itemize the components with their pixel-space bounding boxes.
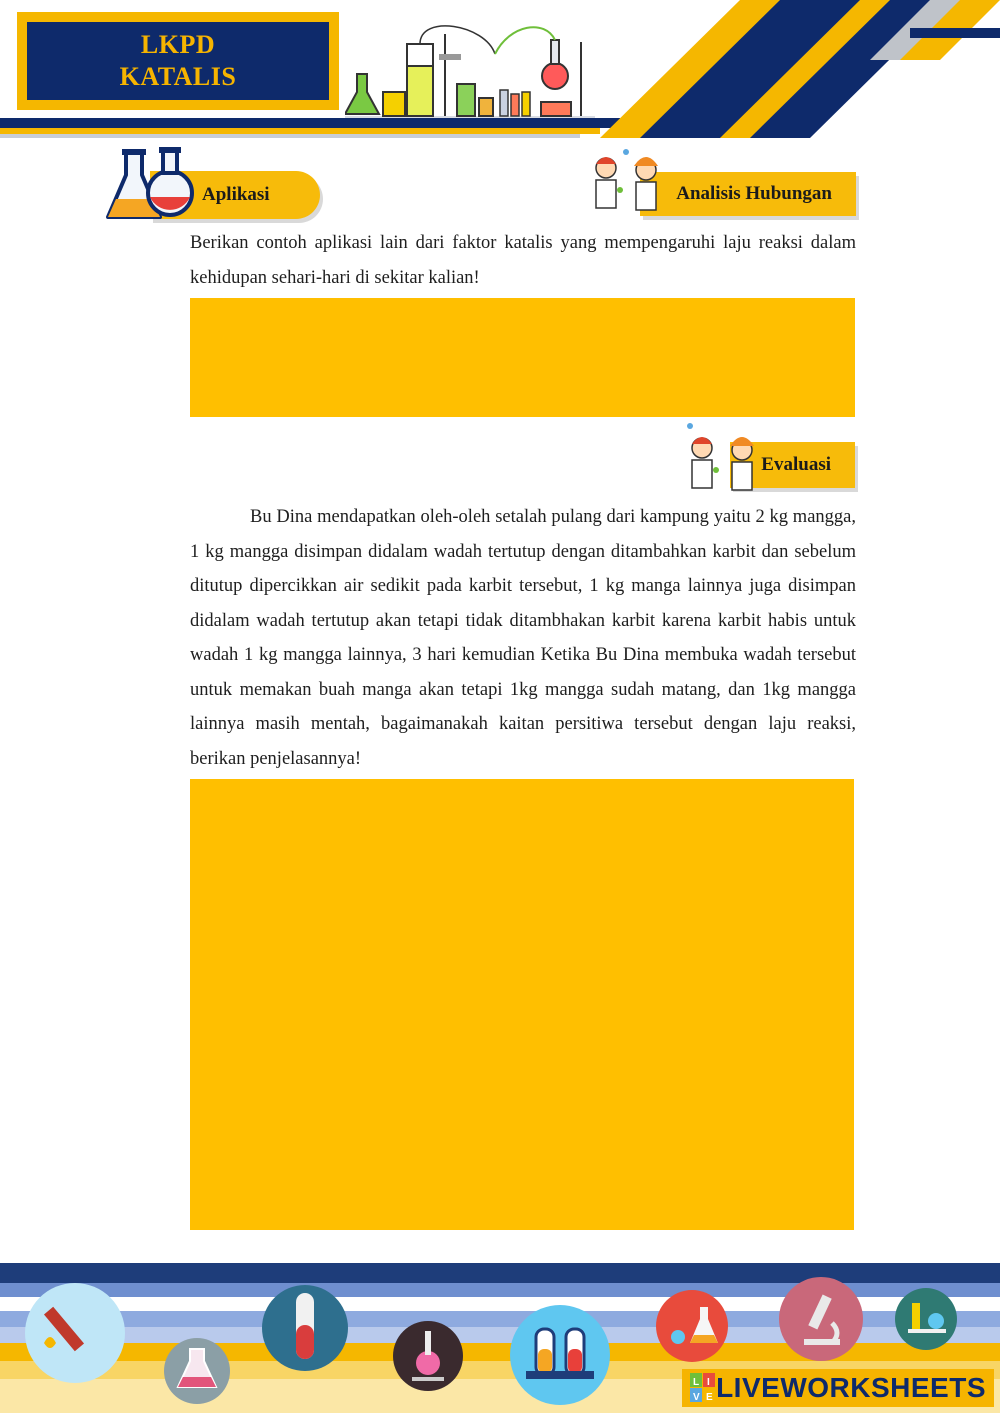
analisis-label-text: Analisis Hubungan [676,183,832,204]
scientists-icon [586,140,666,220]
liveworksheets-logo-icon [690,1373,716,1403]
scientists-icon-evaluasi [682,418,762,498]
test-tube-icon [262,1285,348,1371]
section-label-analisis-hubungan [640,172,856,216]
aplikasi-label-text: Aplikasi [202,184,270,205]
flasks-icon [656,1290,728,1362]
lab-equipment-illustration [345,14,595,126]
answer-box-1[interactable] [190,298,855,417]
lab-set-icon [895,1288,957,1350]
title-line-1: LKPD [140,30,216,59]
evaluasi-label-text: Evaluasi [761,454,831,475]
svg-text:E: E [706,1392,713,1403]
svg-text:V: V [693,1392,700,1403]
flask-icon [104,145,196,225]
title-line-2: KATALIS [119,62,237,91]
dropper-icon [25,1283,125,1383]
test-tube-rack-icon [510,1305,610,1405]
answer-box-2[interactable] [190,779,854,1230]
question-2-text: Bu Dina mendapatkan oleh-oleh setalah pulang dari kampung yaitu 2 kg mangga, 1 kg mangga disimpan didalam wadah tertutup dengan ditambahkan karbit dan sebelum ditutup dipercikkan air sedikit pada karbit tersebut, 1 kg manga lainnya juga disimpan didalam wadah tertutup akan tetapi tidak ditambhakan karbit karena karbit habis untuk wadah 1 kg mangga lainnya, 3 hari kemudian Ketika Bu Dina membuka wadah tersebut untuk memakan buah manga akan tetapi 1kg mangga sudah matang, dan 1kg mangga lainnya masih mentah, bagaimanakah kaitan persitiwa tersebut dengan laju reaksi, berikan penjelasannya! [190,507,856,769]
header-band-grey [0,134,580,138]
title-inner [27,22,329,100]
liveworksheets-brand-text: LIVEWORKSHEETS [716,1372,986,1403]
question-1-text: Berikan contoh aplikasi lain dari faktor katalis yang mempengaruhi laju reaksi dalam kehidupan sehari-hari di sekitar kalian! [190,233,856,288]
header-diagonal-stripes [580,0,1000,140]
header-band-navy [0,118,620,128]
svg-text:I: I [707,1377,710,1388]
liveworksheets-badge[interactable] [682,1369,994,1407]
title-banner [17,12,339,110]
microscope-icon [779,1277,863,1361]
distillation-icon [393,1321,463,1391]
svg-text:L: L [693,1377,700,1388]
erlenmeyer-icon [164,1338,230,1404]
